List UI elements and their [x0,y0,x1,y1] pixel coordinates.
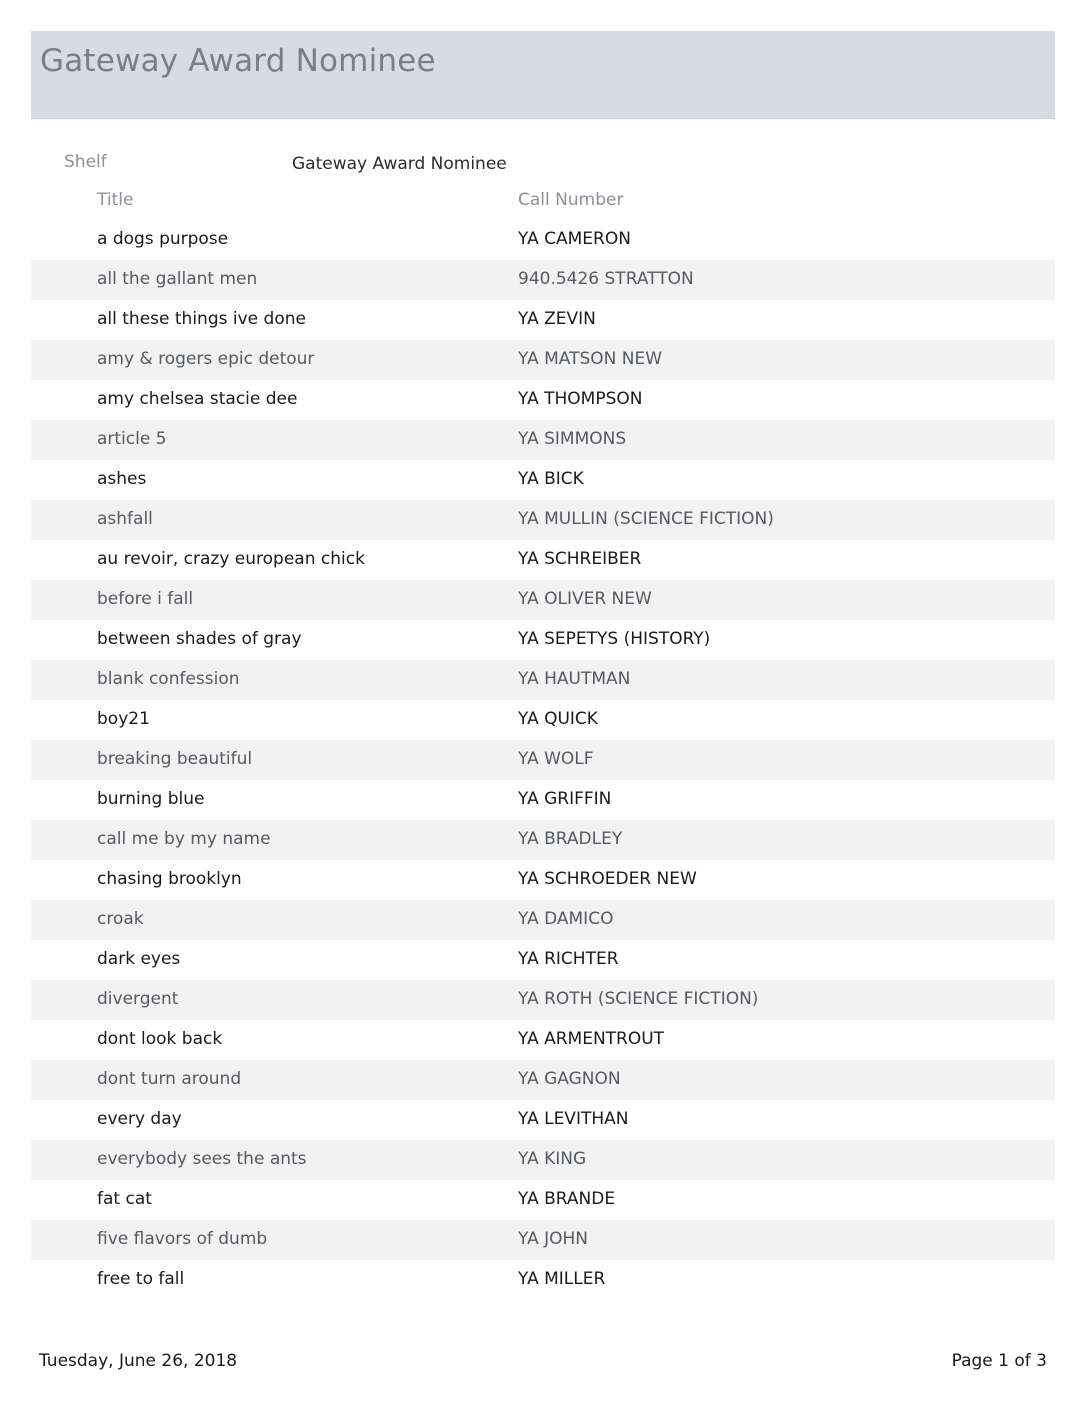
row-call-number: YA THOMPSON [518,389,643,409]
row-call-number: YA SCHREIBER [518,549,642,569]
report-header [31,31,1055,119]
table-row [31,620,1055,660]
row-title: divergent [97,989,179,1009]
table-row [31,860,1055,900]
row-title: everybody sees the ants [97,1149,307,1169]
shelf-value: Gateway Award Nominee [292,154,507,174]
row-title: all these things ive done [97,309,306,329]
table-row [31,780,1055,820]
row-title: dark eyes [97,949,181,969]
row-call-number: YA BRADLEY [518,829,623,849]
row-call-number: YA ZEVIN [518,309,596,329]
table-row [31,1220,1055,1260]
row-title: chasing brooklyn [97,869,242,889]
table-row [31,980,1055,1020]
row-title: every day [97,1109,182,1129]
table-row [31,1100,1055,1140]
table-row [31,700,1055,740]
table-row [31,220,1055,260]
table-row [31,340,1055,380]
row-call-number: YA RICHTER [518,949,619,969]
row-call-number: YA SCHROEDER NEW [518,869,697,889]
row-title: article 5 [97,429,167,449]
table-row [31,820,1055,860]
row-title: five flavors of dumb [97,1229,268,1249]
row-call-number: YA MILLER [518,1269,606,1289]
table-row [31,1060,1055,1100]
footer-date: Tuesday, June 26, 2018 [39,1351,238,1371]
row-title: ashes [97,469,147,489]
table-row [31,420,1055,460]
report-title: Gateway Award Nominee [40,43,436,79]
row-title: free to fall [97,1269,185,1289]
row-call-number: YA GRIFFIN [518,789,612,809]
table-row [31,580,1055,620]
row-call-number: YA HAUTMAN [518,669,631,689]
row-call-number: YA SIMMONS [518,429,627,449]
row-call-number: YA LEVITHAN [518,1109,629,1129]
row-call-number: YA KING [518,1149,587,1169]
row-title: burning blue [97,789,205,809]
shelf-label: Shelf [64,152,107,172]
column-header-title: Title [97,190,134,210]
table-row [31,1020,1055,1060]
row-call-number: YA ROTH (SCIENCE FICTION) [518,989,759,1009]
table-row [31,540,1055,580]
row-title: call me by my name [97,829,271,849]
row-title: between shades of gray [97,629,302,649]
row-call-number: YA ARMENTROUT [518,1029,665,1049]
row-title: ashfall [97,509,153,529]
row-title: amy chelsea stacie dee [97,389,298,409]
row-title: amy & rogers epic detour [97,349,315,369]
table-row [31,460,1055,500]
row-call-number: YA BICK [518,469,584,489]
table-row [31,940,1055,980]
table-row [31,300,1055,340]
table-row [31,660,1055,700]
row-title: dont turn around [97,1069,242,1089]
row-title: blank confession [97,669,240,689]
row-title: au revoir, crazy european chick [97,549,365,569]
table-row [31,500,1055,540]
row-call-number: YA GAGNON [518,1069,621,1089]
table-row [31,1260,1055,1300]
table-row [31,740,1055,780]
row-title: fat cat [97,1189,152,1209]
row-title: breaking beautiful [97,749,253,769]
book-list [31,220,1055,1300]
row-title: a dogs purpose [97,229,229,249]
table-row [31,1140,1055,1180]
row-title: croak [97,909,144,929]
row-call-number: YA BRANDE [518,1189,616,1209]
row-title: boy21 [97,709,150,729]
row-call-number: YA JOHN [518,1229,588,1249]
row-title: all the gallant men [97,269,258,289]
table-row [31,1180,1055,1220]
row-call-number: YA SEPETYS (HISTORY) [518,629,711,649]
row-call-number: YA CAMERON [518,229,631,249]
row-call-number: YA QUICK [518,709,598,729]
table-row [31,380,1055,420]
row-call-number: YA MATSON NEW [518,349,663,369]
row-title: dont look back [97,1029,223,1049]
footer-page-number: Page 1 of 3 [951,1351,1047,1371]
row-call-number: YA WOLF [518,749,594,769]
column-header-call-number: Call Number [518,190,624,210]
table-row [31,900,1055,940]
row-call-number: YA OLIVER NEW [518,589,652,609]
row-call-number: YA DAMICO [518,909,614,929]
row-call-number: 940.5426 STRATTON [518,269,694,289]
row-title: before i fall [97,589,194,609]
table-row [31,260,1055,300]
row-call-number: YA MULLIN (SCIENCE FICTION) [518,509,774,529]
